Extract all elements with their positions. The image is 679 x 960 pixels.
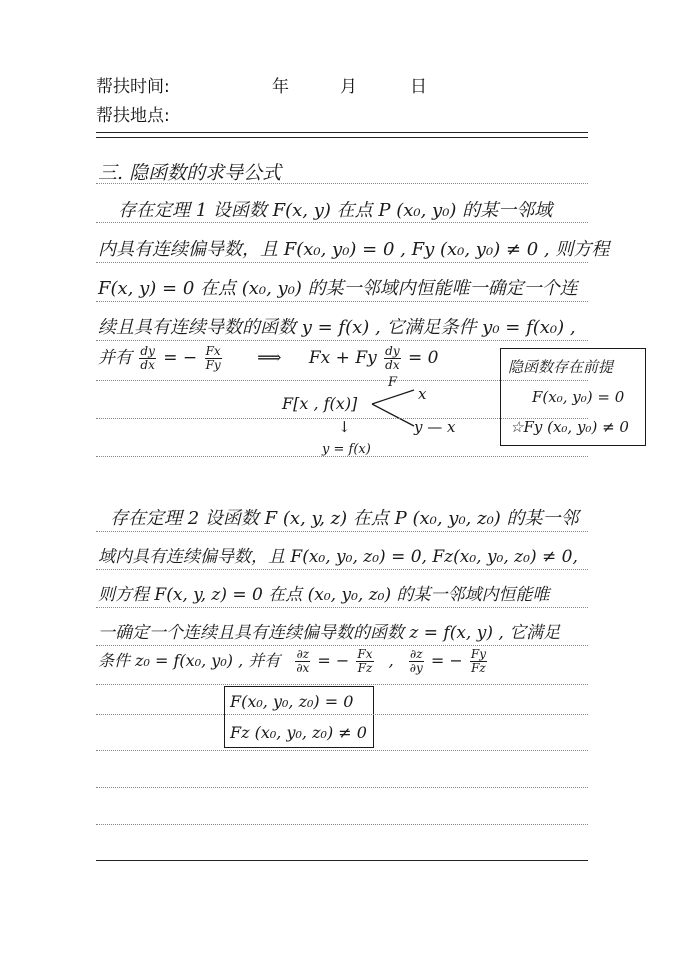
- ruled-line: [96, 607, 588, 608]
- fraction-numerator: ∂z: [296, 647, 310, 661]
- ruled-line: [96, 684, 588, 685]
- fraction-numerator: dy: [385, 344, 400, 358]
- fraction-denominator: Fy: [205, 358, 221, 372]
- day-label: 日: [410, 77, 427, 97]
- dz-dx-fraction: [295, 648, 310, 675]
- ruled-line: [96, 301, 588, 302]
- theorem2-condition-2: Fz (x₀, y₀, z₀) ≠ 0: [230, 723, 367, 742]
- ruled-line: [96, 456, 588, 457]
- ruled-line: [96, 262, 588, 263]
- branch-line-lower: [372, 404, 414, 426]
- fraction-denominator: ∂x: [296, 661, 310, 675]
- ruled-line: [96, 340, 588, 341]
- theorem1-formula-row: [98, 343, 438, 372]
- branch-line-upper: [372, 390, 414, 404]
- year-label: 年: [272, 77, 289, 97]
- fraction-denominator: Fz: [357, 661, 373, 675]
- fx-fz-fraction: [356, 648, 373, 675]
- fraction-numerator: Fx: [205, 344, 221, 358]
- formula-prefix: 条件 z₀ = f(x₀, y₀) , 并有: [98, 651, 281, 670]
- fx-fy-fraction: [205, 345, 222, 372]
- branch-f-label: F: [388, 375, 398, 390]
- fraction-numerator: ∂z: [410, 647, 423, 661]
- section-title: 三. 隐函数的求导公式: [98, 162, 282, 184]
- fraction-denominator: ∂y: [409, 661, 423, 675]
- theorem2-line3: 则方程 F(x, y, z) = 0 在点 (x₀, y₀, z₀) 的某一邻域内恒能唯: [98, 585, 550, 605]
- theorem2-condition-1: F(x₀, y₀, z₀) = 0: [230, 692, 354, 711]
- theorem2-line2: 域内具有连续偏导数，且 F(x₀, y₀, z₀) = 0, Fz(x₀, y₀, z₀) ≠ 0,: [98, 547, 578, 567]
- ruled-line: [96, 714, 588, 715]
- ruled-line: [96, 531, 588, 532]
- ruled-line: [96, 222, 588, 223]
- help-time-label: 帮扶时间:: [96, 77, 170, 97]
- premise-title: 隐函数存在前提: [508, 358, 614, 376]
- header-rule-bottom: [96, 137, 588, 138]
- ruled-line: [96, 645, 588, 646]
- formula-prefix: 并有: [98, 348, 132, 368]
- theorem2-line1: 存在定理 2 设函数 F (x, y, z) 在点 P (x₀, y₀, z₀) 的某一邻: [110, 508, 579, 529]
- fraction-numerator: dy: [140, 344, 155, 358]
- theorem1-line4: 续且具有连续导数的函数 y = f(x) , 它满足条件 y₀ = f(x₀) ,: [98, 317, 576, 338]
- help-place-label: 帮扶地点:: [96, 106, 170, 126]
- dz-dy-fraction: [409, 648, 424, 675]
- dy-dx-fraction-rhs: [384, 345, 400, 372]
- theorem2-formula-row: [98, 648, 489, 675]
- fraction-numerator: Fx: [357, 647, 373, 661]
- theorem1-line2: 内具有连续偏导数，且 F(x₀, y₀) = 0 , Fy (x₀, y₀) ≠ 0 , 则方程: [98, 239, 610, 260]
- comma-separator: ,: [388, 651, 394, 670]
- fy-fz-fraction: [470, 648, 487, 675]
- ruled-line: [96, 183, 588, 184]
- fraction-denominator: dx: [385, 358, 400, 372]
- premise-condition-1: F(x₀, y₀) = 0: [532, 388, 625, 406]
- implies-arrow: ⟹: [257, 348, 282, 368]
- branch-y-x-label: y — x: [414, 418, 456, 436]
- theorem1-line3: F(x, y) = 0 在点 (x₀, y₀) 的某一邻域内恒能唯一确定一个连: [98, 278, 578, 299]
- premise-condition-2: ☆Fy (x₀, y₀) ≠ 0: [510, 418, 629, 436]
- down-arrow-icon: ↓: [338, 418, 351, 436]
- theorem2-line4: 一确定一个连续且具有连续偏导数的函数 z = f(x, y) , 它满足: [98, 623, 561, 643]
- equals-negative: = −: [430, 651, 463, 670]
- fraction-denominator: Fz: [471, 661, 486, 675]
- theorem1-line1: 存在定理 1 设函数 F(x, y) 在点 P (x₀, y₀) 的某一邻域: [118, 200, 553, 221]
- ruled-line: [96, 787, 588, 788]
- branch-x-label: x: [418, 385, 427, 403]
- fraction-numerator: Fy: [470, 647, 486, 661]
- composite-function-label: F[x , f(x)]: [282, 394, 358, 413]
- ruled-line: [96, 569, 588, 570]
- footer-rule: [96, 860, 588, 861]
- formula-rhs-zero: = 0: [408, 348, 439, 368]
- equals-negative: = −: [317, 651, 350, 670]
- month-label: 月: [340, 77, 357, 97]
- ruled-line: [96, 750, 588, 751]
- y-equals-fx-label: y = f(x): [322, 442, 371, 457]
- ruled-line: [96, 824, 588, 825]
- fraction-denominator: dx: [140, 358, 155, 372]
- dy-dx-fraction: [139, 345, 155, 372]
- equals-negative: = −: [163, 348, 198, 368]
- header-rule-top: [96, 132, 588, 133]
- formula-rhs: Fx + Fy: [308, 348, 377, 368]
